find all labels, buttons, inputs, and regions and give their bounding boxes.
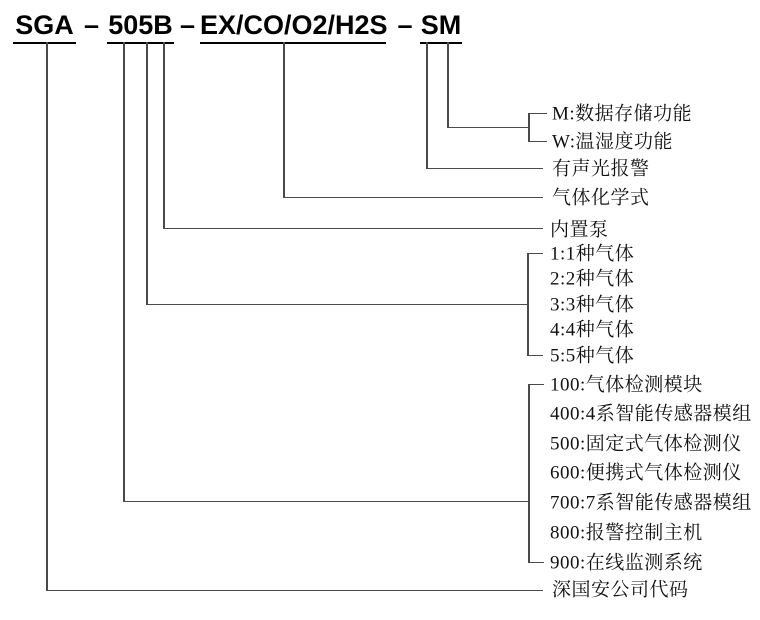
connector-pump-horizontal [163, 228, 543, 230]
label-series-900: 900:在线监测系统 [550, 552, 703, 574]
model-segment-sga: SGA [13, 8, 76, 44]
connector-pump-vertical [163, 42, 165, 229]
label-gas-count-4: 4:4种气体 [550, 319, 635, 341]
connector-chem-vertical [283, 42, 285, 198]
connector-series-vertical [123, 42, 125, 502]
bracket-mw-vertical [528, 113, 530, 142]
label-data-storage: M:数据存储功能 [552, 103, 693, 125]
label-temp-humidity: W:温湿度功能 [552, 131, 674, 153]
label-series-500: 500:固定式气体检测仪 [550, 433, 742, 455]
bracket-gascount-top-tick [527, 253, 543, 255]
bracket-series-bottom-tick [528, 562, 544, 564]
bracket-gascount-vertical [527, 253, 529, 356]
separator-dash: – [179, 10, 196, 40]
label-gas-count-3: 3:3种气体 [550, 294, 635, 316]
label-gas-count-1: 1:1种气体 [550, 243, 635, 265]
connector-series-horizontal [123, 501, 529, 503]
bracket-mw-top-tick [528, 113, 547, 115]
connector-gascount-horizontal [146, 304, 528, 306]
connector-alarm-vertical [426, 42, 428, 169]
model-segment-gases: EX/CO/O2/H2S [200, 8, 386, 44]
bracket-mw-bottom-tick [528, 141, 547, 143]
label-series-100: 100:气体检测模块 [550, 374, 703, 396]
connector-chem-horizontal [283, 197, 543, 199]
bracket-series-top-tick [528, 384, 544, 386]
label-alarm: 有声光报警 [552, 158, 650, 180]
connector-storage-horizontal [447, 127, 529, 129]
label-series-800: 800:报警控制主机 [550, 522, 703, 544]
label-series-600: 600:便携式气体检测仪 [550, 462, 742, 484]
connector-company-horizontal [46, 590, 543, 592]
label-gas-count-5: 5:5种气体 [550, 345, 635, 367]
label-series-400: 400:4系智能传感器模组 [550, 403, 752, 425]
bracket-gascount-bottom-tick [527, 355, 543, 357]
model-segment-sm: SM [420, 8, 462, 44]
label-gas-count-2: 2:2种气体 [550, 268, 635, 290]
label-series-700: 700:7系智能传感器模组 [550, 492, 752, 514]
connector-company-vertical [46, 42, 48, 591]
connector-alarm-horizontal [426, 168, 543, 170]
separator-dash: – [83, 10, 100, 40]
bracket-series-vertical [528, 384, 530, 563]
connector-storage-vertical [447, 42, 449, 128]
model-segment-505b: 505B [107, 8, 174, 44]
connector-gascount-vertical [146, 42, 148, 305]
separator-dash: – [397, 10, 413, 40]
label-company-code: 深国安公司代码 [552, 579, 689, 601]
label-chem-formula: 气体化学式 [552, 187, 650, 209]
label-builtin-pump: 内置泵 [550, 219, 609, 241]
